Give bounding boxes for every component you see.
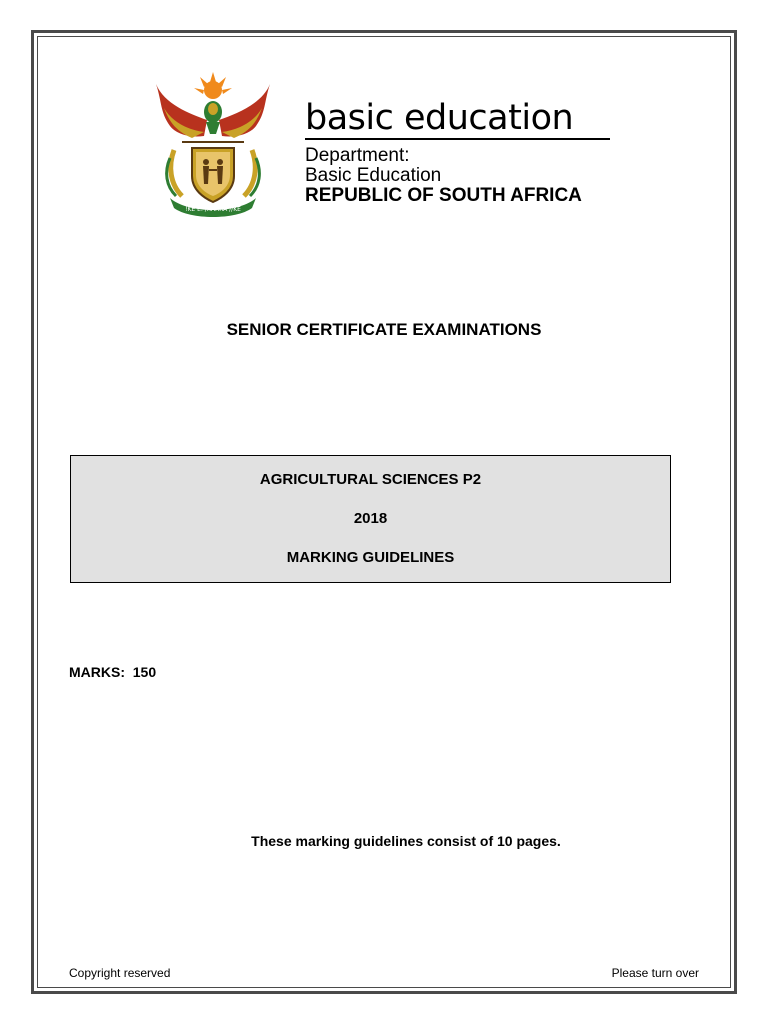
marks-total: MARKS: 150: [69, 664, 157, 680]
exam-year: 2018: [353, 510, 388, 527]
department-name: Basic Education: [305, 165, 442, 186]
footer-copyright: Copyright reserved: [69, 966, 171, 980]
subject-box: [70, 455, 671, 583]
brand-underline: [305, 138, 610, 140]
department-label: Department:: [305, 145, 410, 166]
coat-of-arms-logo: [152, 68, 274, 218]
document-type: MARKING GUIDELINES: [286, 549, 455, 566]
crest-shield: [192, 148, 234, 202]
exam-title: SENIOR CERTIFICATE EXAMINATIONS: [226, 320, 542, 339]
crest-bird: [204, 101, 222, 134]
page-count-note: These marking guidelines consist of 10 pages.: [251, 833, 561, 849]
subject-name: AGRICULTURAL SCIENCES P2: [259, 471, 482, 488]
crest-motto-text: !KE E: /XARRA //KE: [185, 206, 241, 213]
footer-turn-over: Please turn over: [611, 966, 699, 980]
country-name: REPUBLIC OF SOUTH AFRICA: [305, 185, 582, 206]
crest-sun: [194, 72, 232, 99]
brand-title: basic education: [305, 98, 574, 138]
